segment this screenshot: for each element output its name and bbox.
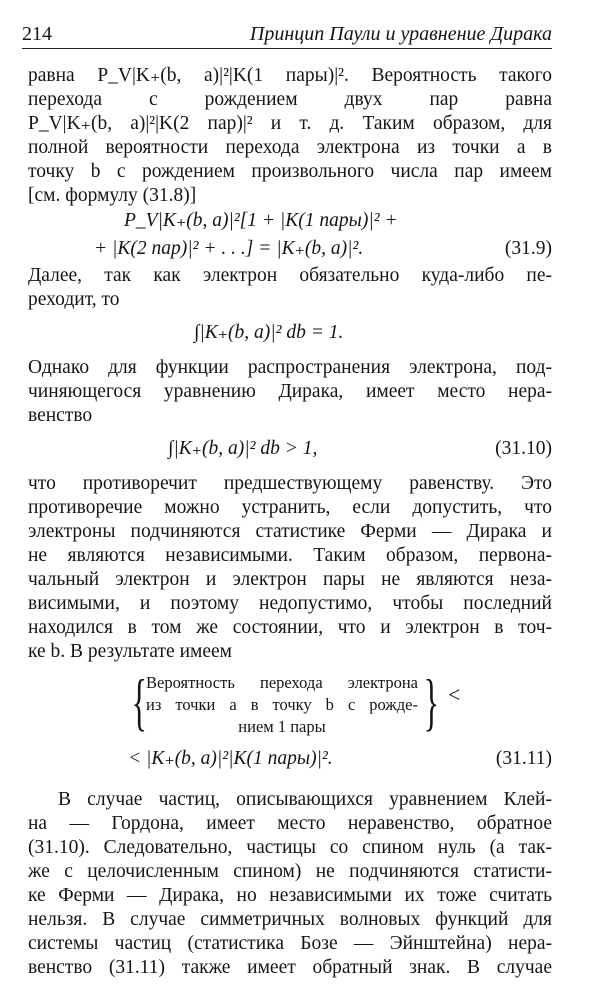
paragraph-1 bbox=[28, 64, 552, 208]
text-line: противоречие можно устранить, если допустить, что bbox=[28, 497, 552, 518]
text-line: ке Ферми — Дирака, но независимыми их тоже считать bbox=[28, 885, 552, 906]
page-body bbox=[28, 64, 552, 980]
text-line: Далее, так как электрон обязательно куда-либо пе- bbox=[28, 265, 552, 286]
equation-31-11-box bbox=[28, 666, 552, 742]
text-line: перехода с рождением двух пар равна bbox=[28, 89, 552, 110]
braced-line: Вероятность перехода электрона bbox=[146, 673, 418, 692]
page-header bbox=[22, 22, 552, 49]
text-line: находился в том же состоянии, что и электрон в точ- bbox=[28, 617, 552, 638]
page-number: 214 bbox=[22, 23, 52, 45]
less-than-sign: < bbox=[448, 682, 461, 707]
braced-line: нием 1 пары bbox=[238, 717, 326, 736]
text-line: же с целочисленным спином) не подчиняются статисти- bbox=[28, 861, 552, 882]
equation-31-9-line2: + |K(2 пар)|² + . . .] = |K₊(b, a)|². bbox=[94, 238, 364, 259]
equation-31-11 bbox=[28, 746, 552, 774]
text-line: висимыми, и поэтому недопустимо, чтобы последний bbox=[28, 593, 552, 614]
paragraph-5 bbox=[28, 788, 552, 980]
equation-normalization bbox=[28, 320, 552, 348]
text-line: равна P_V|K₊(b, a)|²|K(1 пары)|². Вероятность такого bbox=[28, 65, 552, 86]
text-line: P_V|K₊(b, a)|²|K(2 пар)|² и т. д. Таким образом, для bbox=[28, 113, 552, 134]
paragraph-2 bbox=[28, 264, 552, 312]
text-line: [см. формулу (31.8)] bbox=[28, 185, 197, 206]
text-line: на — Гордона, имеет место неравенство, обратное bbox=[28, 813, 552, 834]
equation-number: (31.11) bbox=[495, 748, 552, 769]
text-line: нельзя. В случае симметричных волновых функций для bbox=[28, 909, 552, 930]
text-line: реходит, то bbox=[28, 289, 120, 310]
braced-line: из точки a в точку b с рожде- bbox=[146, 695, 418, 714]
text-line: венство (31.11) также имеет обратный знак. В случае bbox=[28, 957, 552, 978]
text-line: полной вероятности перехода электрона из точки a в bbox=[28, 137, 552, 158]
text-line: (31.10). Следовательно, частицы со спином нуль (а так- bbox=[28, 837, 552, 858]
text-line: Однако для функции распространения электрона, под- bbox=[28, 357, 552, 378]
equation-31-11-line2: < |K₊(b, a)|²|K(1 пары)|². bbox=[128, 748, 333, 769]
normalization-expression: ∫|K₊(b, a)|² db = 1. bbox=[194, 322, 344, 343]
text-line: ке b. В результате имеем bbox=[28, 641, 232, 662]
left-brace: { bbox=[131, 666, 148, 737]
equation-line bbox=[28, 236, 552, 264]
equation-number: (31.10) bbox=[495, 438, 552, 459]
text-line: чальный электрон и электрон пары не являются неза- bbox=[28, 569, 552, 590]
paragraph-4 bbox=[28, 472, 552, 664]
text-line: не являются независимыми. Таким образом, первона- bbox=[28, 545, 552, 566]
text-line: что противоречит предшествующему равенству. Это bbox=[28, 473, 552, 494]
text-line: системы частиц (статистика Бозе — Эйнштейна) нера- bbox=[28, 933, 552, 954]
equation-number: (31.9) bbox=[504, 238, 552, 259]
inequality-expression: ∫|K₊(b, a)|² db > 1, bbox=[168, 438, 318, 459]
right-brace: } bbox=[423, 666, 440, 737]
text-line: точку b с рождением произвольного числа пар имеем bbox=[28, 161, 552, 182]
equation-31-10 bbox=[28, 436, 552, 464]
equation-31-9 bbox=[28, 208, 552, 264]
equation-line bbox=[28, 208, 552, 236]
text-line: электроны подчиняются статистике Ферми — Дирака и bbox=[28, 521, 552, 542]
text-line: чиняющегося уравнению Дирака, имеет место нера- bbox=[28, 381, 552, 402]
text-line: венство bbox=[28, 405, 93, 426]
running-title: Принцип Паули и уравнение Дирака bbox=[249, 23, 552, 45]
text-line: В случае частиц, описывающихся уравнением Клей- bbox=[58, 789, 552, 810]
braced-text bbox=[146, 672, 418, 738]
paragraph-3 bbox=[28, 356, 552, 428]
equation-31-9-line1: P_V|K₊(b, a)|²[1 + |K(1 пары)|² + bbox=[124, 210, 398, 231]
